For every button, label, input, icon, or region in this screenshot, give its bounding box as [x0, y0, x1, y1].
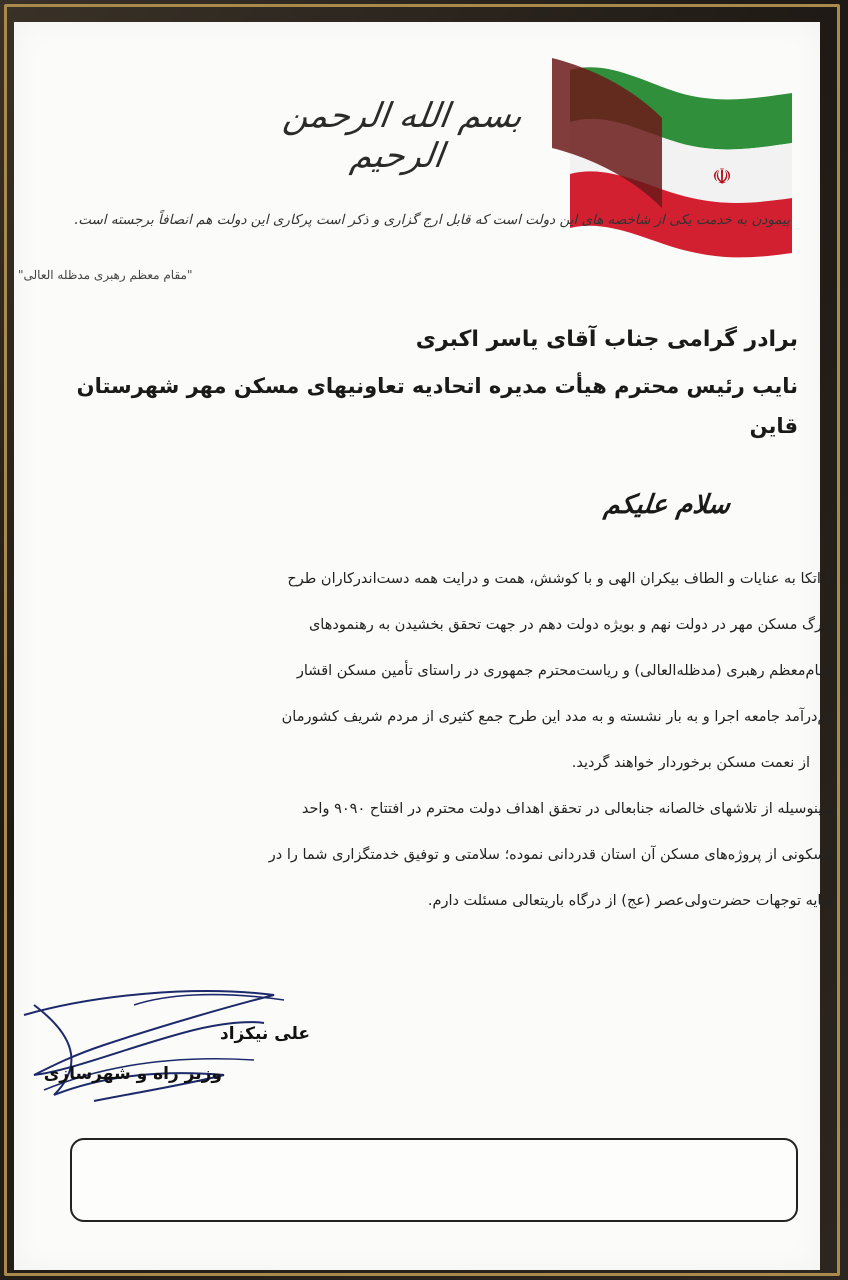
body-line: مسکونی از پروژه‌های مسکن آن استان قدردانی نموده؛ سلامتی و توفیق خدمتگزاری شما را در — [268, 847, 834, 863]
leader-quote: پیمودن به خدمت یکی از شاخصه های این دولت است که قابل ارج گزاری و ذکر است پرکاری این دولت هم انصافاً برجسته است. — [73, 212, 790, 228]
body-line: کم‌درآمد جامعه اجرا و به بار نشسته و به مدد این طرح جمع کثیری از مردم شریف کشورمان — [281, 709, 834, 725]
body-line: از نعمت مسکن برخوردار خواهند گردید. — [571, 755, 810, 771]
body-line: بزرگ مسکن مهر در دولت نهم و بویژه دولت دهم در جهت تحقق بخشیدن به رهنمودهای — [308, 617, 834, 633]
body-line: مقام‌معظم رهبری (مدظله‌العالی) و ریاست‌محترم جمهوری در راستای تأمین مسکن اقشار — [296, 663, 834, 679]
body-line: با اتکا به عنایات و الطاف بیکران الهی و با کوشش، همت و درایت همه دست‌اندرکاران طرح — [287, 571, 834, 587]
signatory-title: وزیر راه و شهرسازی — [43, 1064, 222, 1084]
body-line: سایه توجهات حضرت‌ولی‌عصر (عج) از درگاه باریتعالی مسئلت دارم. — [427, 893, 834, 909]
letter-body — [22, 556, 834, 924]
basmala-calligraphy: بسم الله الرحمن الرحیم — [280, 96, 525, 176]
greeting: سلام علیکم — [602, 490, 732, 520]
flag-emblem-icon: ☫ — [712, 165, 732, 190]
footer-box — [70, 1138, 798, 1222]
signatory-name: علی نیکزاد — [219, 1024, 310, 1044]
quote-source: "مقام معظم رهبری مدظله العالی" — [18, 268, 193, 282]
recipient-name: برادر گرامی جناب آقای یاسر اکبری — [415, 327, 798, 352]
recipient-position: نایب رئیس محترم هیأت مدیره اتحادیه تعاونیهای مسکن مهر شهرستان قاین — [76, 374, 798, 438]
body-line: بدینوسیله از تلاشهای خالصانه جنابعالی در تحقق اهداف دولت محترم در افتتاح ۹۰۹۰ واحد — [301, 801, 834, 817]
recipient-block — [38, 320, 798, 446]
